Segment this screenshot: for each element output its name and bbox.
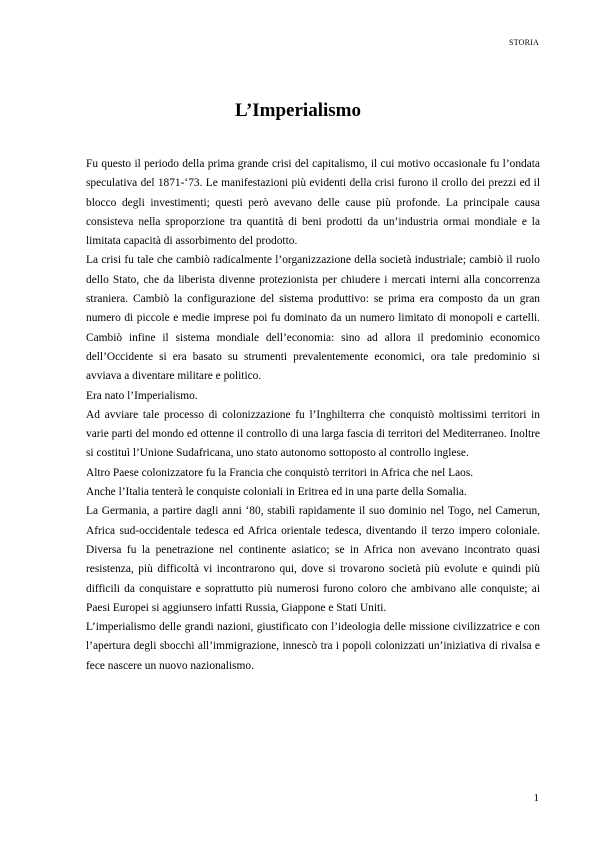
paragraph: Fu questo il periodo della prima grande crisi del capitalismo, il cui motivo occasionale fu l’ondata speculativa del 1871-‘73. Le manifestazioni più evidenti della crisi furono il crollo dei prezzi ed il blocco degli investimenti; questi però avevano delle cause più profonde. La principale causa consisteva nella sproporzione tra quantità di beni prodotti da un’industria ormai mondiale e la limitata capacità di assorbimento del prodotto. [86,158,540,248]
paragraph: La crisi fu tale che cambiò radicalmente l’organizzazione della società industriale; cambiò il ruolo dello Stato, che da liberista divenne protezionista per chiudere i mercati interni alla concorrenza straniera. Cambiò la configurazione del sistema produttivo: se prima era composto da un gran numero di piccole e medie imprese poi fu dominato da un numero limitato di monopoli e cartelli. Cambiò infine il sistema mondiale dell’economia: sino ad allora il predominio economico dell’Occidente si era basato su strumenti prevalentemente economici, ora tale predominio si avviava a diventare militare e politico. [86,254,540,383]
paragraph: Anche l’Italia tenterà le conquiste coloniali in Eritrea ed in una parte della Somalia. [86,486,467,499]
page-title: L’Imperialismo [235,100,361,121]
paragraph: Era nato l’Imperialismo. [86,389,198,402]
running-header: STORIA [509,38,539,47]
page-number: 1 [533,792,539,804]
paragraph: L’imperialismo delle grandi nazioni, giustificato con l’ideologia delle missione civilizzatrice e con l’apertura degli sbocchi all’immigrazione, innescò tra i popoli colonizzati un’iniziativa di rivalsa e fece nascere un nuovo nazionalismo. [86,621,540,672]
paragraph: La Germania, a partire dagli anni ‘80, stabilì rapidamente il suo dominio nel Togo, nel Camerun, Africa sud-occidentale tedesca ed Africa orientale tedesca, diventando il terzo impero coloniale. Diversa fu la penetrazione nel continente asiatico; se in Africa non avevano incontrato quasi resistenza, più difficoltà vi incontrarono qui, dove si trovarono società più evolute e quindi più difficili da conquistare e soprattutto più numerosi furono coloro che ambivano alle conquiste; ai Paesi Europei si aggiunsero infatti Russia, Giappone e Stati Uniti. [86,505,540,614]
body-text [86,155,540,676]
paragraph: Altro Paese colonizzatore fu la Francia che conquistò territori in Africa che nel Laos. [86,466,474,479]
paragraph: Ad avviare tale processo di colonizzazione fu l’Inghilterra che conquistò moltissimi territori in varie parti del mondo ed ottenne il controllo di una larga fascia di territori del Mediterraneo. Inoltre si costituì l’Unione Sudafricana, uno stato autonomo sottoposto al controllo inglese. [86,408,540,460]
